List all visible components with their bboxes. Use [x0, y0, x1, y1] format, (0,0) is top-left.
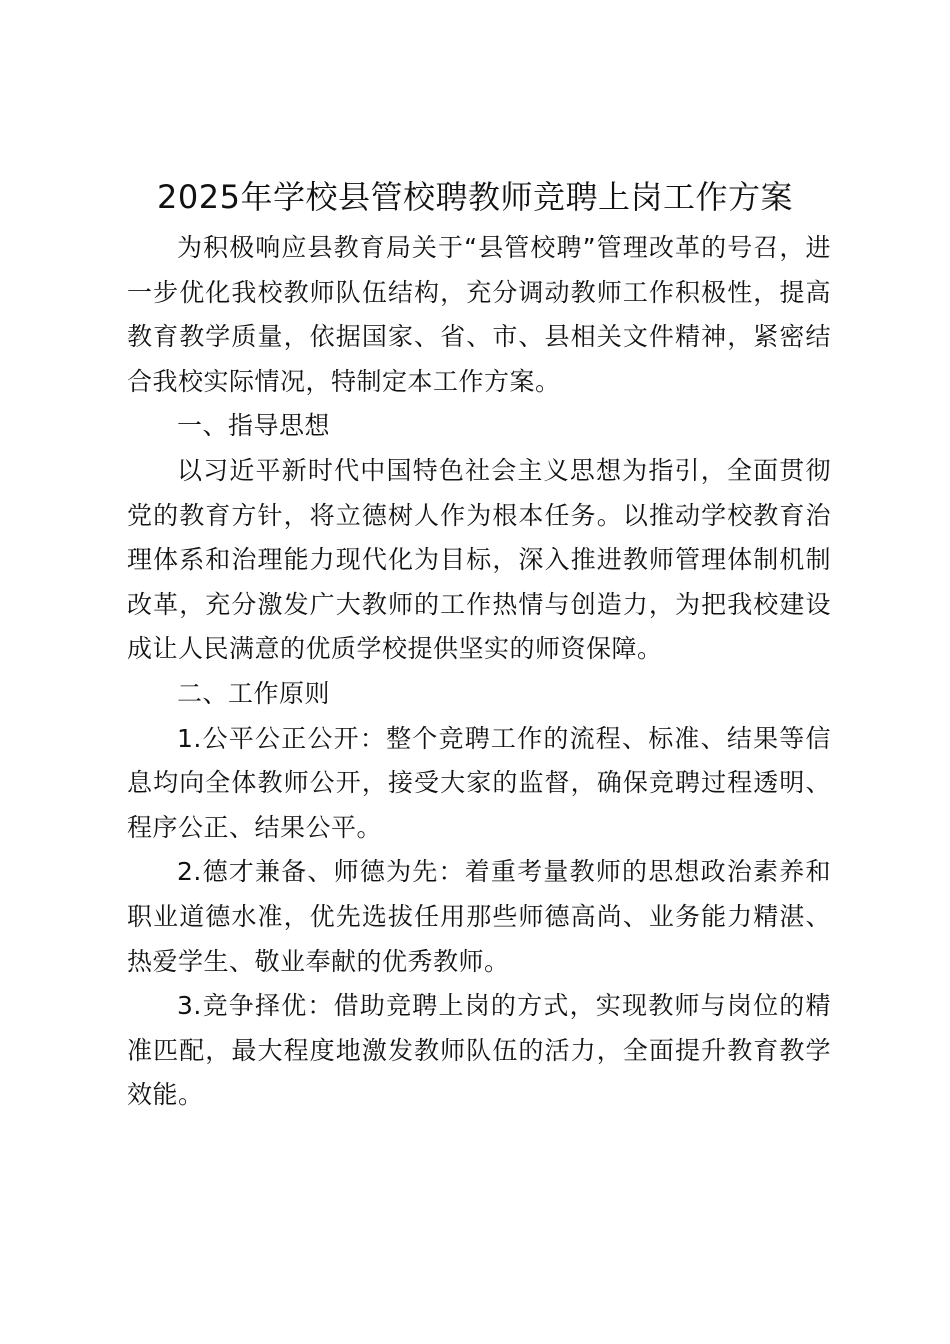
guiding-ideology-paragraph: 以习近平新时代中国特色社会主义思想为指引，全面贯彻党的教育方针，将立德树人作为根本任务。以推动学校教育治理体系和治理能力现代化为目标，深入推进教师管理体制机制改革，充分激发广大教师的工作热情与创造力，为把我校建设成让人民满意的优质学校提供坚实的师资保障。 — [127, 455, 831, 664]
section-heading-work-principles: 二、工作原则 — [177, 678, 331, 708]
intro-paragraph: 为积极响应县教育局关于“县管校聘”管理改革的号召，进一步优化我校教师队伍结构，充分调动教师工作积极性，提高教育教学质量，依据国家、省、市、县相关文件精神，紧密结合我校实际情况，特制定本工作方案。 — [127, 233, 831, 396]
principle-item-2: 2.德才兼备、师德为先：着重考量教师的思想政治素养和职业道德水准，优先选拔任用那些师德高尚、业务能力精湛、热爱学生、敬业奉献的优秀教师。 — [127, 857, 831, 976]
section-heading-guiding-ideology: 一、指导思想 — [177, 411, 331, 441]
document-body — [127, 226, 831, 1118]
principle-item-1: 1.公平公正公开：整个竞聘工作的流程、标准、结果等信息均向全体教师公开，接受大家的监督，确保竞聘过程透明、程序公正、结果公平。 — [127, 723, 831, 842]
principle-item-3: 3.竞争择优：借助竞聘上岗的方式，实现教师与岗位的精准匹配，最大程度地激发教师队伍的活力，全面提升教育教学效能。 — [127, 991, 831, 1110]
document-title: 2025年学校县管校聘教师竞聘上岗工作方案 — [157, 178, 793, 216]
